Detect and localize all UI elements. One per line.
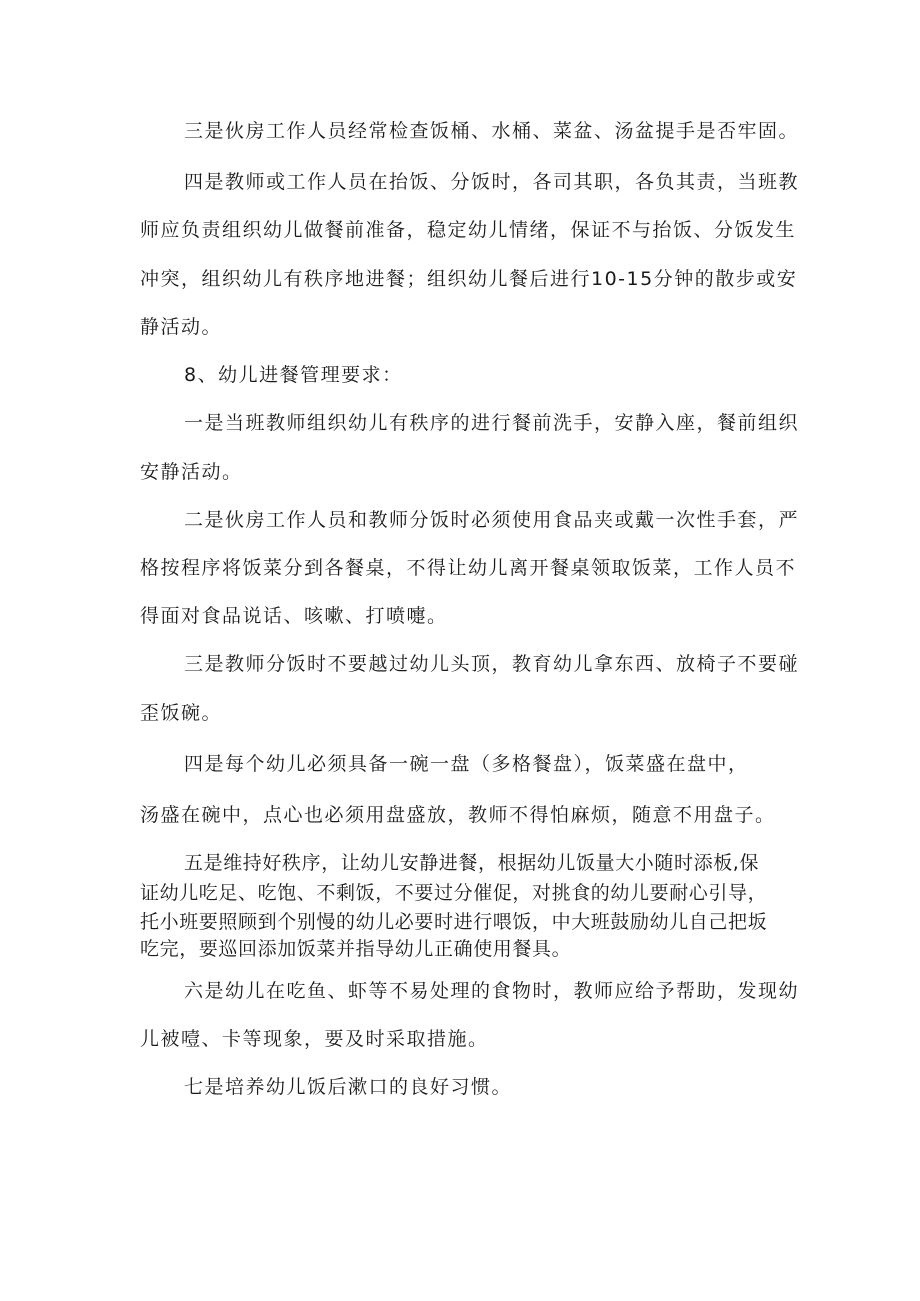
paragraph-line: 托小班要照顾到个别慢的幼儿必要时进行喂饭，中大班鼓励幼儿自己把坂 xyxy=(140,911,768,933)
paragraph-line: 四是教师或工作人员在抬饭、分饭时，各司其职，各负其责，当班教 xyxy=(184,171,800,193)
paragraph-line: 冲突，组织幼儿有秩序地进餐；组织幼儿餐后进行10-15分钟的散步或安 xyxy=(140,268,798,290)
paragraph-line: 三是教师分饭时不要越过幼儿头顶，教育幼儿拿东西、放椅子不要碰 xyxy=(184,653,800,675)
paragraph-line: 五是维持好秩序，让幼儿安静进餐，根据幼儿饭量大小随时添板,保 xyxy=(184,852,760,874)
paragraph-line: 吃完，要巡回添加饭菜并指导幼儿正确使用餐具。 xyxy=(140,938,572,960)
paragraph-line: 六是幼儿在吃鱼、虾等不易处理的食物时，教师应给予帮助，发现幼 xyxy=(184,980,800,1002)
section-heading: 8、幼儿进餐管理要求： xyxy=(184,364,403,386)
paragraph-line: 三是伙房工作人员经常检查饭桶、水桶、菜盆、汤盆提手是否牢固。 xyxy=(184,120,800,142)
paragraph-line: 一是当班教师组织幼儿有秩序的进行餐前洗手，安静入座，餐前组织 xyxy=(184,412,800,434)
paragraph-line: 二是伙房工作人员和教师分饭时必须使用食品夹或戴一次性手套，严 xyxy=(184,509,800,531)
paragraph-line: 歪饭碗。 xyxy=(140,702,223,724)
paragraph-line: 七是培养幼儿饭后漱口的良好习惯。 xyxy=(184,1076,513,1098)
paragraph-line: 师应负责组织幼儿做餐前准备，稳定幼儿情绪，保证不与抬饭、分饭发生 xyxy=(140,219,797,241)
paragraph-line: 汤盛在碗中，点心也必须用盘盛放，教师不得怕麻烦，随意不用盘子。 xyxy=(140,804,776,826)
paragraph-line: 证幼儿吃足、吃饱、不剩饭，不要过分催促，对挑食的幼儿要耐心引导， xyxy=(140,882,768,904)
paragraph-line: 格按程序将饭菜分到各餐桌，不得让幼儿离开餐桌领取饭菜，工作人员不 xyxy=(140,557,797,579)
paragraph-line: 儿被噎、卡等现象，要及时采取措施。 xyxy=(140,1028,489,1050)
paragraph-line: 安静活动。 xyxy=(140,461,243,483)
paragraph-line: 静活动。 xyxy=(140,316,223,338)
paragraph-line: 四是每个幼儿必须具备一碗一盘（多格餐盘），饭菜盛在盘中， xyxy=(184,753,749,775)
paragraph-line: 得面对食品说话、咳嗽、打喷嚏。 xyxy=(140,605,448,627)
